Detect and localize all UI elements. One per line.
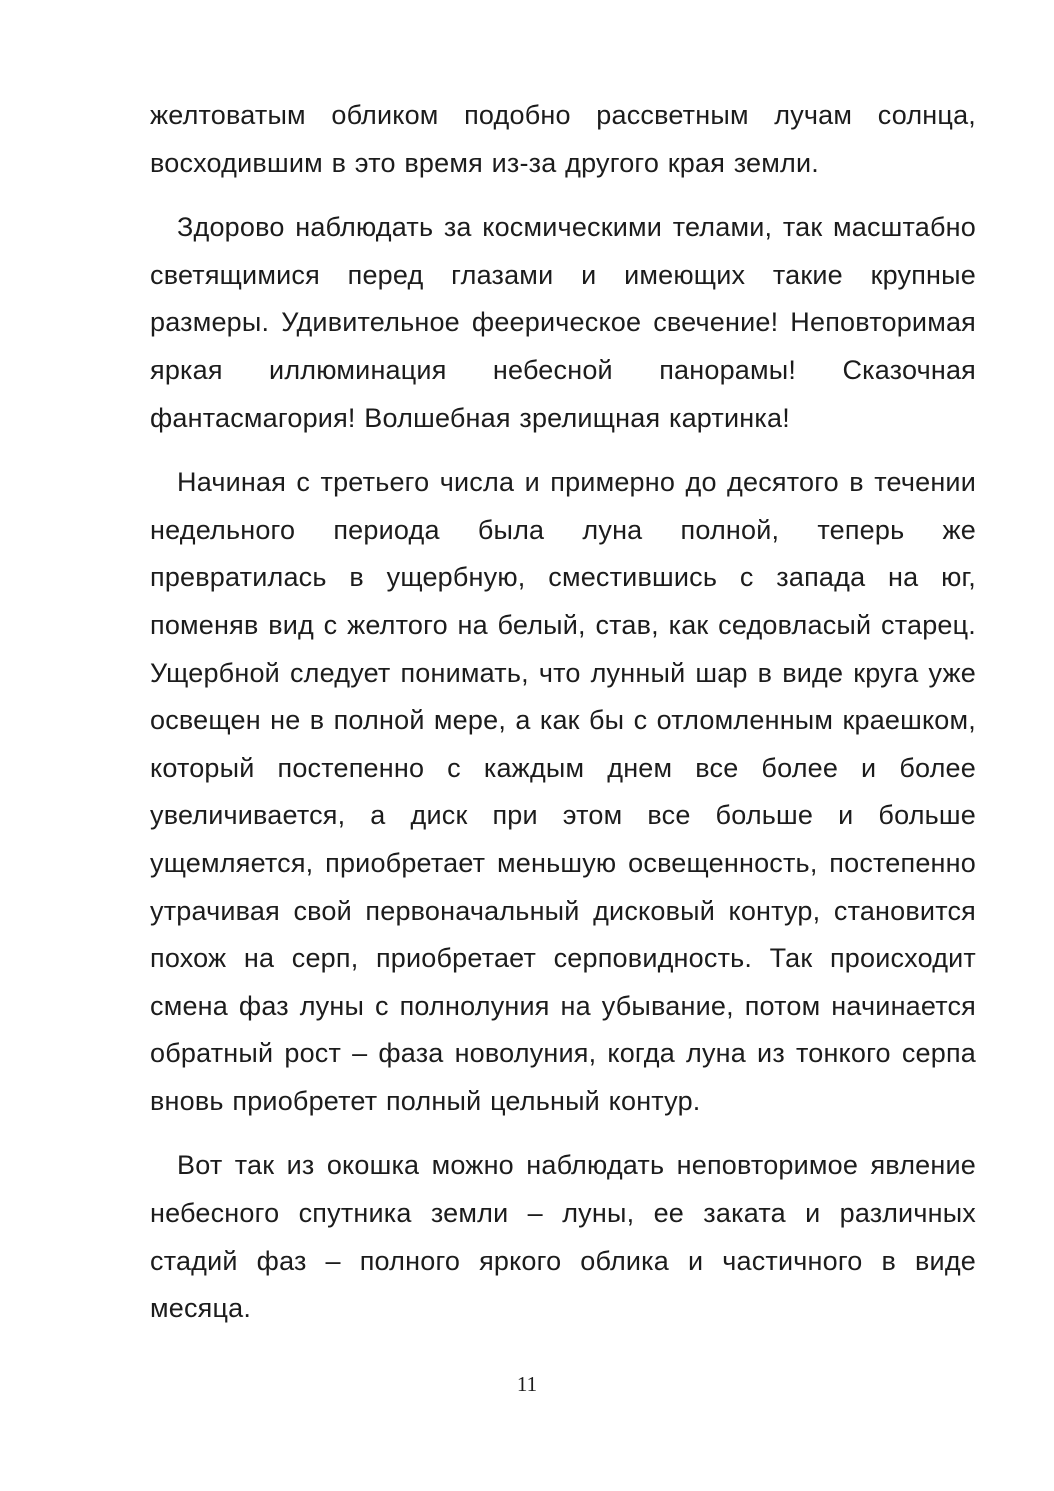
- paragraph: Здорово наблюдать за космическими телами, так масштабно светящимися перед глазами и имеющих такие крупные размеры. Удивительное феерическое свечение! Неповторимая яркая иллюминация небесной панорамы! Сказочная фантасмагория! Волшебная зрелищная картинка!: [150, 212, 976, 433]
- page-number: 11: [516, 1372, 538, 1396]
- paragraph: Вот так из окошка можно наблюдать неповторимое явление небесного спутника земли – луны, ее заката и различных стадий фаз – полного яркого облика и частичного в виде месяца.: [150, 1150, 976, 1324]
- paragraph-continuation: желтоватым обликом подобно рассветным лучам солнца, восходившим в это время из-за другого края земли.: [150, 100, 976, 178]
- text-block: [150, 92, 976, 1350]
- paragraph: Начиная с третьего числа и примерно до десятого в течении недельного периода была луна полной, теперь же превратилась в ущербную, сместившись с запада на юг, поменяв вид с желтого на белый, став, как седовласый старец. Ущербной следует понимать, что лунный шар в виде круга уже освещен не в полной мере, а как бы с отломленным краешком, который постепенно с каждым днем все более и более увеличивается, а диск при этом все больше и больше ущемляется, приобретает меньшую освещенность, постепенно утрачивая свой первоначальный дисковый контур, становится похож на серп, приобретает серповидность. Так происходит смена фаз луны с полнолуния на убывание, потом начинается обратный рост – фаза новолуния, когда луна из тонкого серпа вновь приобретет полный цельный контур.: [150, 467, 976, 1116]
